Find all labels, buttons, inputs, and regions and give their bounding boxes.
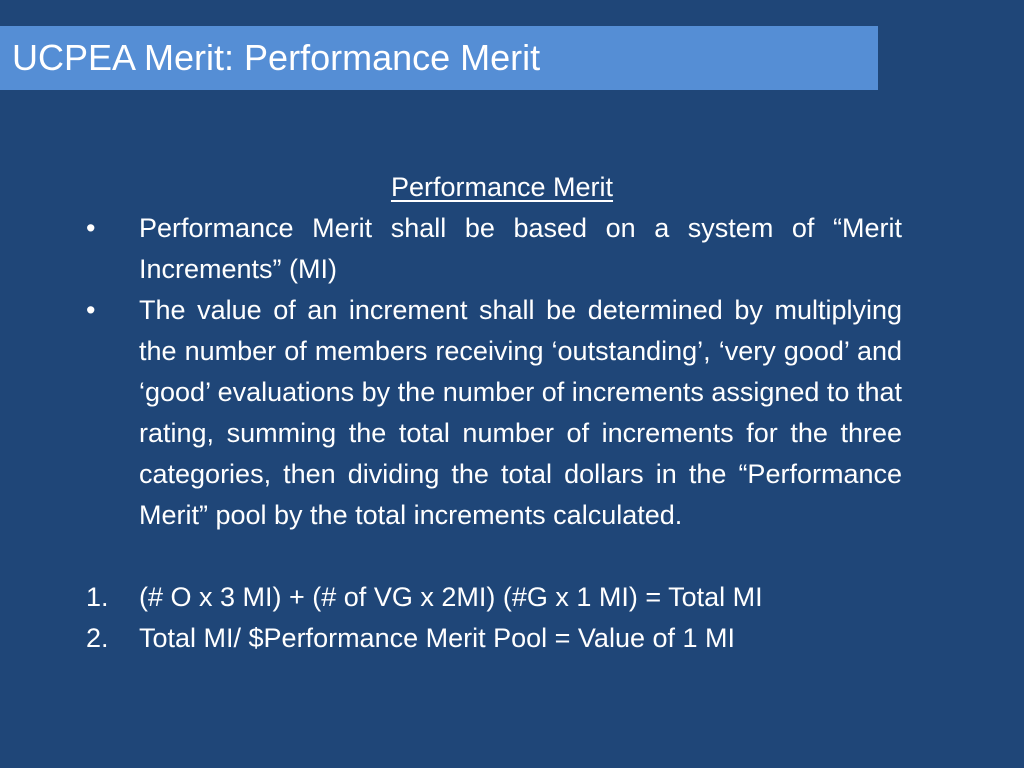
numbered-text: (# O x 3 MI) + (# of VG x 2MI) (#G x 1 MI) = Total MI: [139, 582, 763, 612]
numbered-item: [84, 618, 902, 659]
bullet-list: [84, 208, 902, 536]
bullet-icon: •: [86, 295, 96, 325]
bullet-item: [84, 290, 902, 536]
bullet-item: [84, 208, 902, 290]
numbered-item: [84, 577, 902, 618]
bullet-icon: •: [86, 213, 96, 243]
bullet-text: The value of an increment shall be determined by multiplying the number of members receiving ‘outstanding’, ‘very good’ and ‘good’ evaluations by the number of increments assigned to that rating, summing the total number of increments for the three categories, then dividing the total dollars in the “Performance Merit” pool by the total increments calculated.: [139, 295, 902, 530]
numbered-list: [84, 577, 902, 659]
bullet-text: Performance Merit shall be based on a system of “Merit Increments” (MI): [139, 213, 902, 284]
slide-content: [84, 167, 902, 659]
section-heading: Performance Merit: [390, 172, 614, 202]
number-marker: 2.: [86, 623, 109, 653]
title-bar: [0, 26, 878, 90]
slide-title: UCPEA Merit: Performance Merit: [12, 37, 541, 78]
numbered-text: Total MI/ $Performance Merit Pool = Value of 1 MI: [139, 623, 736, 653]
number-marker: 1.: [86, 582, 109, 612]
